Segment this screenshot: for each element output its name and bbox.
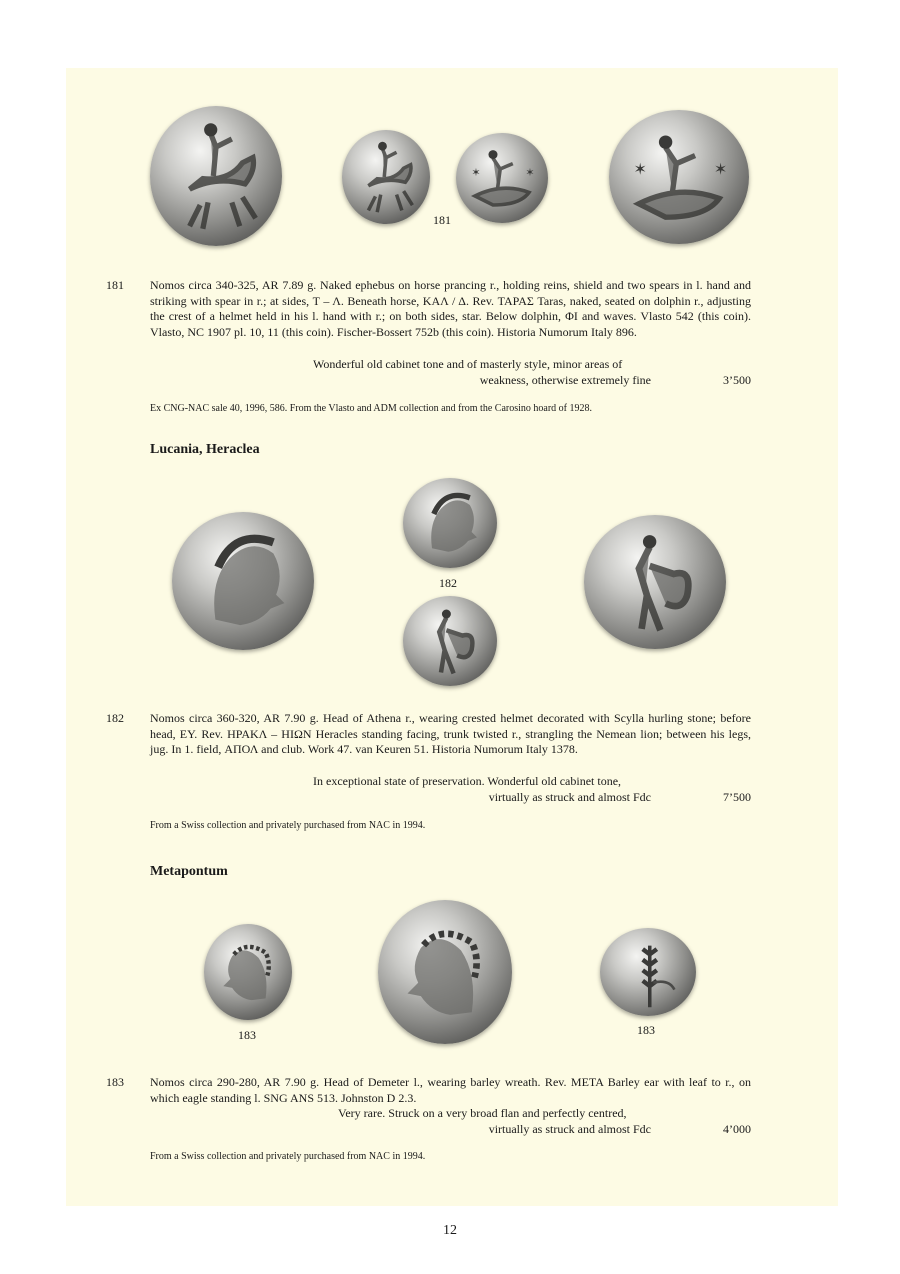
coin-183-obverse-large bbox=[378, 900, 512, 1044]
lot-description-183: Nomos circa 290-280, AR 7.90 g. Head of Demeter l., wearing barley wreath. Rev. ΜΕΤΑ Barley ear with leaf to r., on which eagle standing l. SNG ANS 513. Johnston D 2.3. bbox=[150, 1075, 751, 1105]
coin-181-obverse-small bbox=[342, 130, 430, 224]
coin-182-reverse-small bbox=[403, 596, 497, 686]
lot-provenance-183: From a Swiss collection and privately purchased from NAC in 1994. bbox=[150, 1151, 426, 1162]
lot-condition-183 bbox=[150, 1106, 751, 1137]
heracles-lion-icon bbox=[584, 515, 726, 649]
lot-provenance-181: Ex CNG-NAC sale 40, 1996, 586. From the Vlasto and ADM collection and from the Carosino hoard of 1928. bbox=[150, 403, 592, 414]
coin-183-obverse-small bbox=[204, 924, 292, 1020]
lot-estimate-183: 4’000 bbox=[723, 1121, 751, 1136]
condition-line-1: Very rare. Struck on a very broad flan and perfectly centred, bbox=[338, 1106, 627, 1120]
plate-label-181: 181 bbox=[433, 213, 451, 227]
lot-number-181: 181 bbox=[106, 278, 124, 292]
coin-181-obverse-large bbox=[150, 106, 282, 246]
plate-label-183-left: 183 bbox=[238, 1028, 256, 1042]
coin-183-reverse bbox=[600, 928, 696, 1016]
lot-number-182: 182 bbox=[106, 711, 124, 725]
coin-182-obverse-large bbox=[172, 512, 314, 650]
lot-description-181: Nomos circa 340-325, AR 7.89 g. Naked ephebus on horse prancing r., holding reins, shield and two spears in l. hand and striking with spear in r.; at sides, Τ – Λ. Beneath horse, ΚΑΛ / Δ. Rev. ΤΑΡΑΣ Taras, naked, seated on dolphin r., adjusting the crest of a helmet held in his l. hand with r.; on both sides, star. Below dolphin, ΦΙ and waves. Vlasto 542 (this coin). Vlasto, NC 1907 pl. 10, 11 (this coin). Fischer-Bossert 752b (this coin). Historia Numorum Italy 896. bbox=[150, 278, 751, 339]
section-heading-heraclea: Lucania, Heraclea bbox=[150, 442, 260, 457]
condition-line-2: virtually as struck and almost Fdc bbox=[488, 789, 651, 804]
lot-estimate-181: 3’500 bbox=[723, 372, 751, 387]
lot-provenance-182: From a Swiss collection and privately purchased from NAC in 1994. bbox=[150, 820, 426, 831]
condition-line-2: weakness, otherwise extremely fine bbox=[479, 372, 651, 387]
coin-181-reverse-small bbox=[456, 133, 548, 223]
athena-head-icon bbox=[172, 512, 314, 650]
coin-182-reverse-large bbox=[584, 515, 726, 649]
lot-estimate-182: 7’500 bbox=[723, 789, 751, 804]
plate-label-183-right: 183 bbox=[637, 1023, 655, 1037]
horseman-icon bbox=[150, 106, 282, 246]
condition-line-1: Wonderful old cabinet tone and of masterly style, minor areas of bbox=[313, 357, 623, 371]
plate-label-182: 182 bbox=[439, 576, 457, 590]
lot-description-182: Nomos circa 360-320, AR 7.90 g. Head of Athena r., wearing crested helmet decorated with Scylla hurling stone; before head, ΕΥ. Rev. ΗΡΑΚΛ – ΗΙΩΝ Heracles standing facing, trunk twisted r., strangling the Nemean lion; between his legs, jug. In 1. field, ΑΠΟΛ and club. Work 47. van Keuren 51. Historia Numorum Italy 1378. bbox=[150, 711, 751, 757]
athena-head-icon bbox=[403, 478, 497, 568]
condition-line-2: virtually as struck and almost Fdc bbox=[488, 1121, 651, 1136]
dolphin-rider-icon bbox=[456, 133, 548, 223]
svg-text:✶: ✶ bbox=[471, 167, 481, 180]
page-number: 12 bbox=[443, 1223, 457, 1238]
dolphin-rider-icon bbox=[609, 110, 749, 244]
horseman-icon bbox=[342, 130, 430, 224]
coin-182-obverse-small bbox=[403, 478, 497, 568]
svg-text:✶: ✶ bbox=[633, 161, 647, 179]
coin-181-reverse-large bbox=[609, 110, 749, 244]
barley-ear-icon bbox=[600, 928, 696, 1016]
lot-condition-181 bbox=[150, 357, 751, 388]
condition-line-1: In exceptional state of preservation. Wonderful old cabinet tone, bbox=[313, 774, 622, 788]
section-heading-metapontum: Metapontum bbox=[150, 864, 228, 879]
lot-number-183: 183 bbox=[106, 1075, 124, 1089]
svg-text:✶: ✶ bbox=[525, 167, 535, 180]
demeter-head-icon bbox=[378, 900, 512, 1044]
demeter-head-icon bbox=[204, 924, 292, 1020]
lot-condition-182 bbox=[150, 774, 751, 805]
svg-text:✶: ✶ bbox=[713, 161, 728, 179]
heracles-lion-icon bbox=[403, 596, 497, 686]
